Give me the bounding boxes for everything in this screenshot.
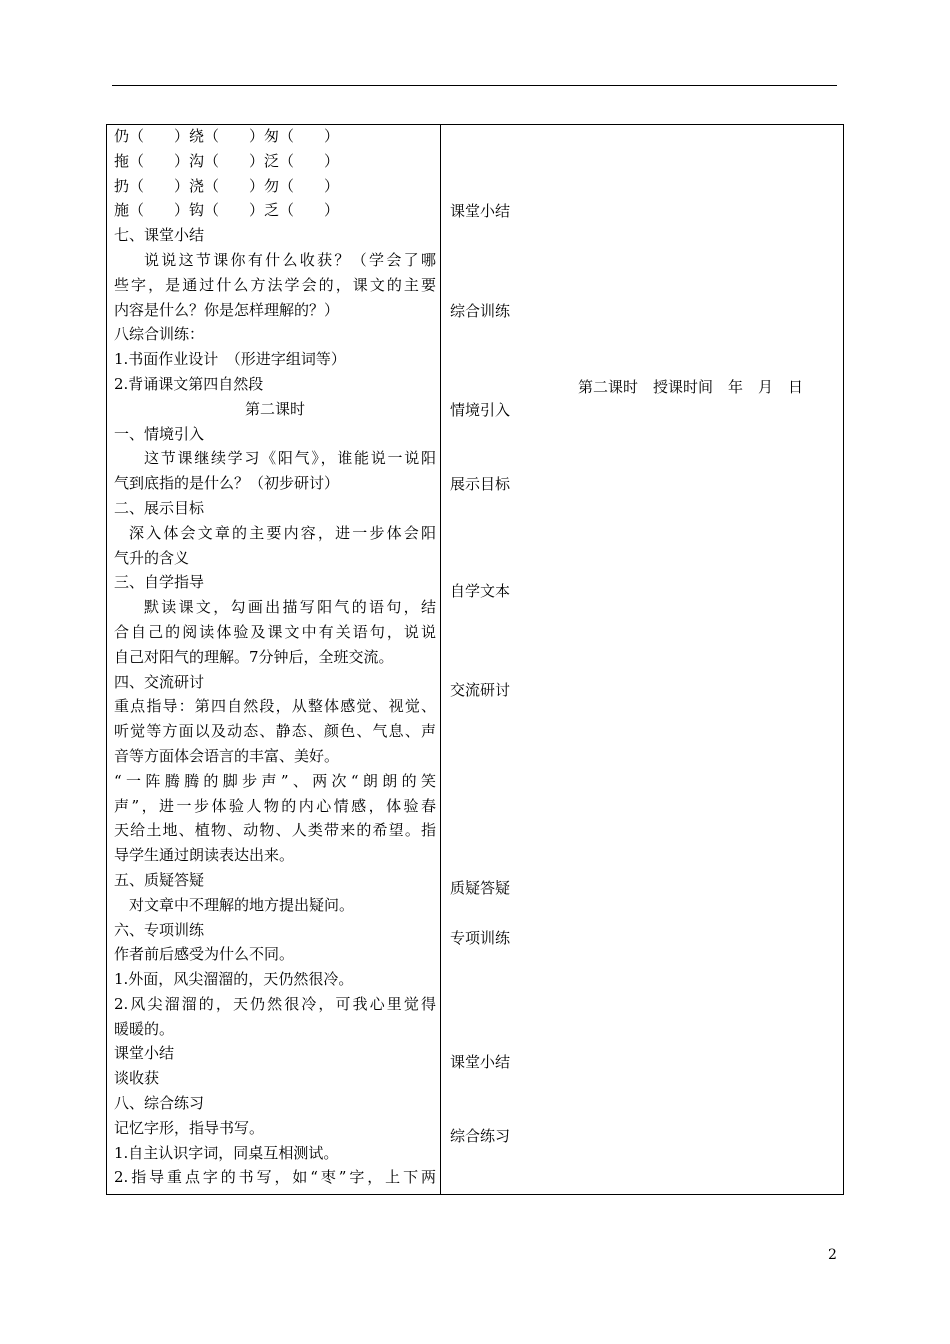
teaching-content-column <box>114 124 436 1190</box>
content-line: 导学生通过朗读表达出来。 <box>114 846 295 865</box>
content-line: 音等方面体会语言的丰富、美好。 <box>114 746 340 765</box>
step-label: 交流研讨 <box>450 681 511 700</box>
content-line: 2.背诵课文第四自然段 <box>114 374 264 393</box>
content-line: 八、综合练习 <box>114 1094 205 1113</box>
content-line: 八综合训练： <box>114 325 205 344</box>
content-line: 暖暖的。 <box>114 1019 175 1038</box>
content-line: 天给土地、植物、动物、人类带来的希望。指 <box>114 821 436 840</box>
content-line: 气到底指的是什么？（初步研讨） <box>114 474 340 493</box>
content-line: 气升的含义 <box>114 548 190 567</box>
content-line: 二、展示目标 <box>114 498 205 517</box>
content-line: 三、自学指导 <box>114 573 205 592</box>
content-line: 内容是什么？你是怎样理解的？） <box>114 300 340 319</box>
content-line: 重点指导：第四自然段，从整体感觉、视觉、 <box>114 697 436 716</box>
content-line: 作者前后感受为什么不同。 <box>114 945 295 964</box>
content-line: 扔（ ）浇（ ）勿（ ） <box>114 176 340 195</box>
content-line: 对文章中不理解的地方提出疑问。 <box>129 895 355 914</box>
content-line: 七、课堂小结 <box>114 226 205 245</box>
content-line: 自己对阳气的理解。7分钟后，全班交流。 <box>114 647 394 666</box>
content-line: 1.书面作业设计 （形进字组词等） <box>114 350 346 369</box>
content-line: 拖（ ）沟（ ）泛（ ） <box>114 151 340 170</box>
step-label: 质疑答疑 <box>450 879 511 898</box>
column-divider <box>440 124 441 1195</box>
content-line: 2.指导重点字的书写，如“枣”字，上下两 <box>114 1168 436 1187</box>
content-line: 第二课时 <box>244 399 305 418</box>
content-line: 2.风尖溜溜的，天仍然很冷，可我心里觉得 <box>114 994 436 1013</box>
content-line: 一、情境引入 <box>114 424 205 443</box>
step-label: 专项训练 <box>450 929 511 948</box>
content-line: 课堂小结 <box>114 1044 175 1063</box>
step-label: 自学文本 <box>450 581 511 600</box>
step-label: 综合训练 <box>450 301 511 320</box>
header-rule <box>112 85 837 86</box>
content-line: 1.外面，风尖溜溜的，天仍然很冷。 <box>114 970 354 989</box>
content-line: 四、交流研讨 <box>114 672 205 691</box>
content-line: 记忆字形，指导书写。 <box>114 1118 265 1137</box>
step-label: 情境引入 <box>450 400 511 419</box>
content-line: 1.自主认识字词，同桌互相测试。 <box>114 1143 339 1162</box>
content-line: 这节课继续学习《阳气》，谁能说一说阳 <box>144 449 436 468</box>
content-line: 施（ ）钩（ ）乏（ ） <box>114 201 340 220</box>
content-line: 六、专项训练 <box>114 920 205 939</box>
content-line: 深入体会文章的主要内容，进一步体会阳 <box>129 523 436 542</box>
content-line: 说说这节课你有什么收获？（学会了哪 <box>144 250 436 269</box>
page-number: 2 <box>828 1247 837 1263</box>
step-label: 综合练习 <box>450 1127 511 1146</box>
content-line: 五、质疑答疑 <box>114 870 205 889</box>
content-line: 些字，是通过什么方法学会的，课文的主要 <box>114 275 436 294</box>
content-line: 听觉等方面以及动态、静态、颜色、气息、声 <box>114 722 436 741</box>
lesson-info: 第二课时 授课时间 年 月 日 <box>578 378 804 396</box>
step-label: 展示目标 <box>450 475 511 494</box>
step-label: 课堂小结 <box>450 202 511 221</box>
content-line: 合自己的阅读体验及课文中有关语句，说说 <box>114 622 436 641</box>
content-line: 仍（ ）绕（ ）匆（ ） <box>114 127 340 145</box>
content-line: “一阵腾腾的脚步声”、两次“朗朗的笑 <box>114 771 436 790</box>
content-line: 默读课文，勾画出描写阳气的语句，结 <box>144 598 436 617</box>
content-line: 声”，进一步体验人物的内心情感，体验春 <box>114 796 436 815</box>
step-label: 课堂小结 <box>450 1053 511 1072</box>
content-line: 谈收获 <box>114 1069 160 1088</box>
